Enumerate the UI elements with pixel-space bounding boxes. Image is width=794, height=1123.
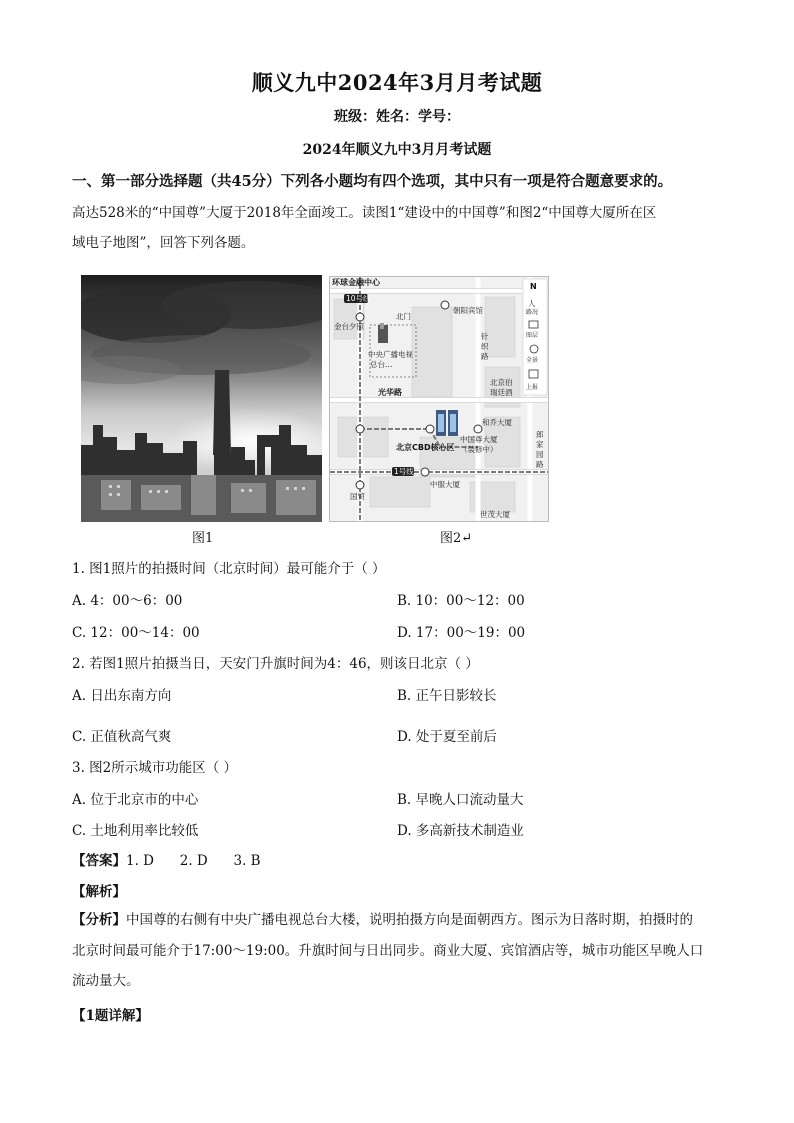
intro-line-1: 高达528米的“中国尊”大厦于2018年全面竣工。读图1“建设中的中国尊”和图2“中国尊大厦所在区 [72,205,657,221]
skyline-photo-graphic [81,275,322,522]
answer-label: 【答案】 [72,853,126,869]
analysis-label: 【分析】 [72,912,126,928]
figure-2-caption: 图2↵ [440,531,473,546]
north-arrow-icon: N [530,282,537,291]
side-person-icon: 人 [528,299,536,308]
map-label-jintai: 金台夕照 [334,322,364,331]
analysis-line-3: 流动量大。 [72,973,140,989]
map-label-lang-3: 园 [536,450,544,459]
map-label-ring-finance: 环球金融中心 [332,278,380,287]
figure-1-photo [81,275,322,522]
class-name-id-line: 班级：姓名：学号： [334,109,460,125]
answer-row [72,849,261,869]
question-2-option-a: A. 日出东南方向 [72,688,172,704]
map-label-cctv-2: 总台… [370,360,393,369]
question-2-option-b: B. 正午日影较长 [397,688,497,704]
figure-1-caption: 图1 [192,531,214,546]
map-label-zhenzhi-2: 织 [481,342,489,351]
map-label-line10: 10号线 [346,294,371,303]
question-2-option-c: C. 正值秋高气爽 [72,729,172,745]
map-label-line1: 1号线 [394,467,414,476]
question-2-stem: 2. 若图1照片拍摄当日，天安门升旗时间为4：46，则该日北京（ ） [72,656,479,672]
question-3-option-a: A. 位于北京市的中心 [72,792,199,808]
question-3-option-d: D. 多高新技术制造业 [397,823,524,839]
question-1-stem: 1. 图1照片的拍摄时间（北京时间）最可能介于（ ） [72,561,386,577]
map-label-guanghua-road: 光华路 [378,388,402,397]
section-heading: 一、第一部分选择题（共45分）下列各小题均有四个选项，其中只有一项是符合题意要求的。 [72,173,673,190]
side-traffic-label: 路况 [526,309,539,316]
area-map-graphic [330,277,548,521]
map-label-heqiao: 和乔大厦 [482,418,512,427]
analysis-line-1 [72,905,732,935]
map-label-cbd: 北京CBD核心区 [396,443,455,452]
intro-line-2: 域电子地图”，回答下列各题。 [72,235,255,251]
map-label-guomao: 国贸 [350,492,365,501]
map-label-zhenzhi-1: 针 [481,332,489,341]
question-3-stem: 3. 图2所示城市功能区（ ） [72,760,238,776]
map-label-zun-2: （装修中） [460,445,498,454]
page-subtitle: 2024年顺义九中3月月考试题 [302,142,492,158]
answer-text: 1. D 2. D 3. B [126,853,261,869]
map-label-lang-4: 路 [536,460,544,469]
map-label-beijing-bo-1: 北京伯 [490,378,513,387]
side-panorama-label: 全景 [526,357,539,364]
map-label-cctv-1: 中央广播电视 [368,350,413,359]
page-title: 顺义九中2024年3月月考试题 [251,70,543,95]
question-1-option-d: D. 17：00～19：00 [397,625,526,641]
question-1-option-a: A. 4：00～6：00 [72,593,183,609]
map-label-north-gate: 北门 [396,312,411,321]
question-1-option-c: C. 12：00～14：00 [72,625,200,641]
map-label-lang-2: 家 [536,440,544,449]
map-label-zhenzhi-3: 路 [481,352,489,361]
map-label-zhongfu: 中服大厦 [430,480,460,489]
question-1-option-b: B. 10：00～12：00 [397,593,525,609]
side-layer-label: 图层 [526,332,539,339]
question-3-option-b: B. 早晚人口流动量大 [397,792,524,808]
analysis-heading: 【解析】 [72,884,126,900]
question-1-detail-heading: 【1题详解】 [72,1008,149,1024]
question-2-option-d: D. 处于夏至前后 [397,729,497,745]
figure-2-map [329,276,549,522]
analysis-text-1: 中国尊的右侧有中央广播电视总台大楼，说明拍摄方向是面朝西方。图示为日落时期，拍摄时的 [126,912,693,928]
side-report-label: 上报 [526,384,539,391]
map-label-beijing-bo-2: 瑞廷酒 [490,388,513,397]
map-label-shimao: 世茂大厦 [480,510,510,519]
map-label-lang-1: 郎 [536,430,544,439]
analysis-line-2: 北京时间最可能介于17:00～19:00。升旗时间与日出同步。商业大厦、宾馆酒店等，城市功能区早晚人口 [72,943,704,959]
question-3-option-c: C. 土地利用率比较低 [72,823,199,839]
map-label-zun-1: 中国尊大厦 [460,435,498,444]
map-label-chaoyang-hotel: 朝阳宾馆 [453,306,483,315]
